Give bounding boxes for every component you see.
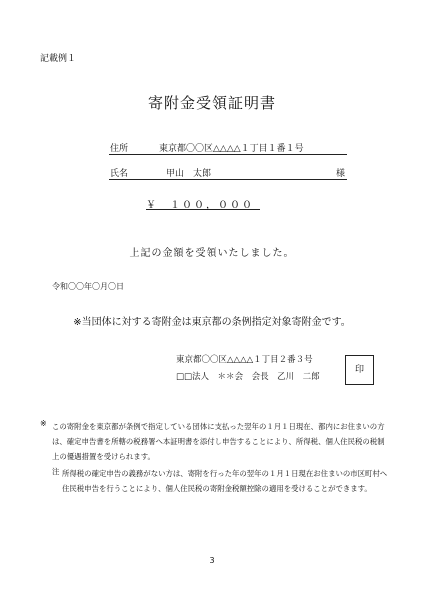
note1-text: この寄附金を東京都が条例で指定している団体に支払った翌年の１月１日現在、都内にお住まいの方は、確定申告書を所轄の税務署へ本証明書を添付し申告することにより、所得税、個人住民税の税制上の優遇措置を受けられます。 xyxy=(52,422,385,461)
address-label: 住所 xyxy=(110,144,129,154)
example-label: 記載例１ xyxy=(40,54,77,64)
address-value: 東京都〇〇区△△△△１丁目１番１号 xyxy=(159,144,304,154)
note2-text: 所得税の確定申告の義務がない方は、寄附を行った年の翌年の１月１日現在お住まいの市区町村へ住民税申告を行うことにより、個人住民税の寄附金税額控除の適用を受けることができます。 xyxy=(62,469,388,493)
seal-box: 印 xyxy=(345,355,374,385)
note2-mark: 注 xyxy=(52,467,60,476)
page-number: 3 xyxy=(209,556,215,565)
received-statement: 上記の金額を受領いたしました。 xyxy=(129,248,295,259)
document-title: 寄附金受領証明書 xyxy=(147,94,276,112)
designation-notice: ※当団体に対する寄附金は東京都の条例指定対象寄附金です。 xyxy=(73,317,351,328)
name-row xyxy=(109,166,347,180)
issue-date: 令和〇〇年〇月〇日 xyxy=(52,282,124,291)
address-row xyxy=(109,141,347,155)
issuer-address: 東京都〇〇区△△△△１丁目２番３号 xyxy=(176,355,313,365)
issuer-name: □□法人 ＊＊会 会長 乙川 二郎 xyxy=(176,372,320,382)
amount: ￥ １００，０００ xyxy=(146,196,260,210)
name-value: 甲山 太郎 xyxy=(166,169,212,179)
name-suffix: 様 xyxy=(335,169,345,179)
name-label: 氏名 xyxy=(110,169,129,179)
note1-mark: ※ xyxy=(40,419,47,428)
